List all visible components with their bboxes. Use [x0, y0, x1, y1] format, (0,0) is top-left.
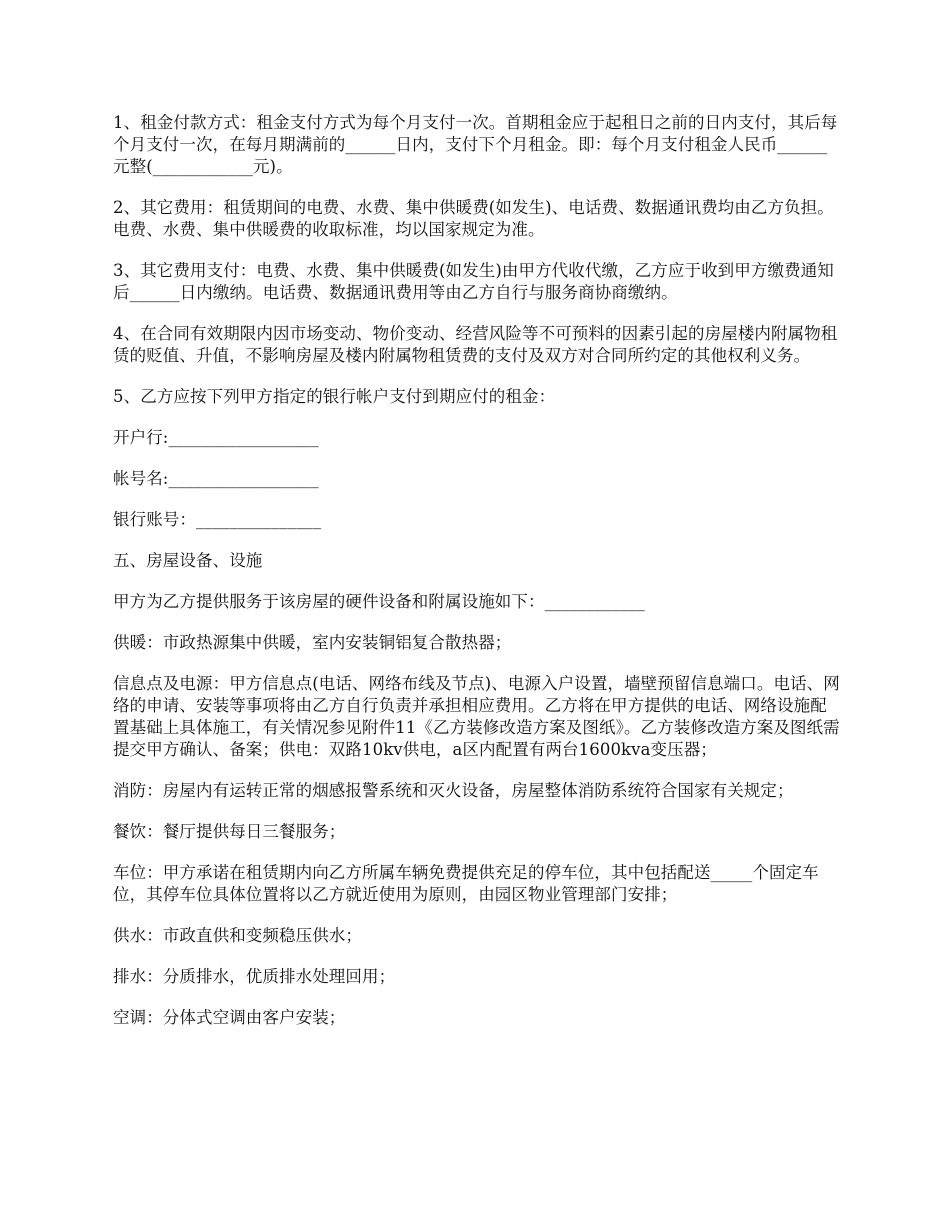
facility-air-conditioning: 空调：分体式空调由客户安装； [113, 1008, 346, 1027]
facility-water-supply: 供水：市政直供和变频稳压供水； [113, 926, 362, 945]
facility-fire-safety: 消防：房屋内有运转正常的烟感报警系统和灭火设备，房屋整体消防系统符合国家有关规定； [113, 781, 794, 800]
facility-heating: 供暖：市政热源集中供暖，室内安装铜铝复合散热器； [113, 633, 512, 652]
facility-parking: 车位：甲方承诺在租赁期内向乙方所属车辆免费提供充足的停车位，其中包括配送_____个固定车位，其停车位具体位置将以乙方就近使用为原则，由园区物业管理部门安排； [113, 863, 819, 904]
clause-other-fees-payment: 3、其它费用支付：电费、水费、集中供暖费(如发生)由甲方代收代缴，乙方应于收到甲方缴费通知后______日内缴纳。电话费、数据通讯费用等由乙方自行与服务商协商缴纳。 [113, 261, 834, 302]
account-number-line: 银行账号：_______________ [113, 510, 322, 529]
account-name-line: 帐号名:__________________ [113, 469, 319, 488]
facility-drainage: 排水：分质排水，优质排水处理回用； [113, 967, 396, 986]
clause-market-risk: 4、在合同有效期限内因市场变动、物价变动、经营风险等不可预料的因素引起的房屋楼内附属物租赁的贬值、升值，不影响房屋及楼内附属物租赁费的支付及双方对合同所约定的其他权利义务。 [113, 324, 838, 365]
clause-bank-account: 5、乙方应按下列甲方指定的银行帐户支付到期应付的租金： [113, 387, 556, 406]
clause-other-fees: 2、其它费用：租赁期间的电费、水费、集中供暖费(如发生)、电话费、数据通讯费均由乙方负担。电费、水费、集中供暖费的收取标准，均以国家规定为准。 [113, 198, 834, 239]
clause-rent-payment-method: 1、租金付款方式：租金支付方式为每个月支付一次。首期租金应于起租日之前的日内支付，其后每个月支付一次，在每月期满前的______日内，支付下个月租金。即：每个月支付租金人民币______元整(____________元)。 [113, 113, 838, 176]
document-body [113, 112, 843, 1048]
facility-info-power: 信息点及电源：甲方信息点(电话、网络布线及节点)、电源入户设置，墙壁预留信息端口。电话、网络的申请、安装等事项将由乙方自行负责并承担相应费用。乙方将在甲方提供的电话、网络设施配置基础上具体施工，有关情况参见附件11《乙方装修改造方案及图纸》。乙方装修改造方案及图纸需提交甲方确认、备案；供电：双路10kv供电，a区内配置有两台1600kva变压器； [113, 674, 840, 759]
bank-name-line: 开户行:__________________ [113, 428, 319, 447]
facility-dining: 餐饮：餐厅提供每日三餐服务； [113, 822, 346, 841]
section-heading-facilities: 五、房屋设备、设施 [113, 551, 263, 570]
facilities-intro: 甲方为乙方提供服务于该房屋的硬件设备和附属设施如下：____________ [113, 592, 645, 611]
